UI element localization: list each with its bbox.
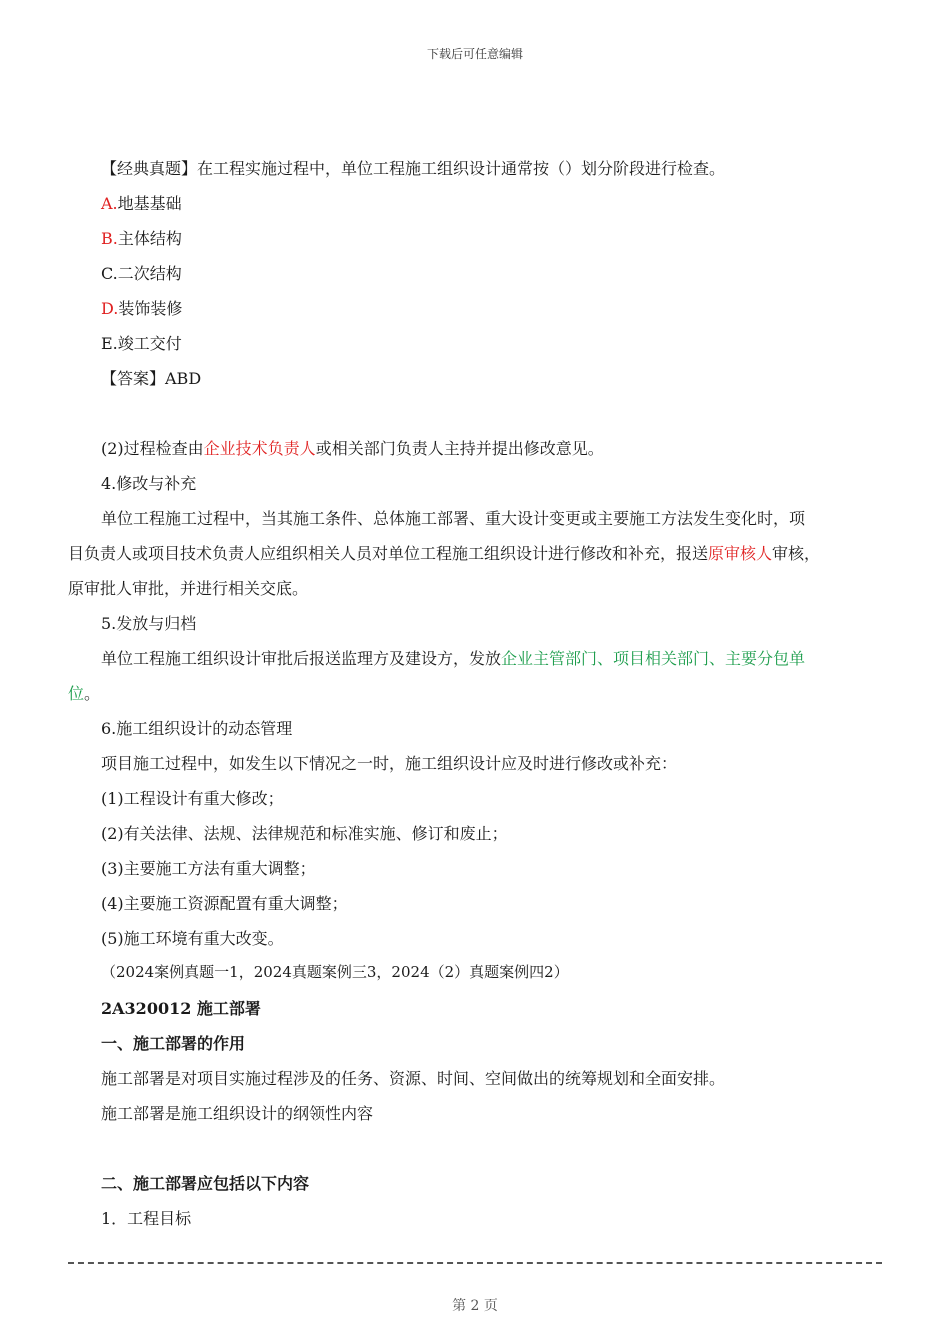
exam-reference: （2024案例真题一1，2024真题案例三3，2024（2）真题案例四2） <box>101 963 569 981</box>
list-item: (2)有关法律、法规、法律规范和标准实施、修订和废止； <box>101 824 508 843</box>
option-c <box>101 261 182 284</box>
modify-line-1: 单位工程施工过程中，当其施工条件、总体施工部署、重大设计变更或主要施工方法发生变化时，项 <box>101 509 806 528</box>
issue-line-2 <box>68 681 100 704</box>
heading-6: 6.施工组织设计的动态管理 <box>101 719 293 738</box>
option-a <box>101 191 182 214</box>
item-goal: 1．工程目标 <box>101 1209 192 1228</box>
option-b <box>101 226 182 249</box>
text-segment: 目负责人或项目技术负责人应组织相关人员对单位工程施工组织设计进行修改和补充，报送 <box>68 544 709 563</box>
option-text: 地基基础 <box>117 194 182 213</box>
highlight-green: 位 <box>68 684 85 703</box>
highlight-red: 原审核人 <box>708 544 773 563</box>
option-d <box>101 296 182 319</box>
option-text: 装饰装修 <box>118 299 183 318</box>
option-text: 二次结构 <box>117 264 182 283</box>
heading-role: 一、施工部署的作用 <box>101 1034 246 1053</box>
heading-contents: 二、施工部署应包括以下内容 <box>101 1174 310 1193</box>
highlight-green: 企业主管部门、项目相关部门、主要分包单 <box>501 649 806 668</box>
text-segment: 。 <box>84 684 101 703</box>
issue-line-1 <box>101 646 805 669</box>
dynamic-paragraph: 项目施工过程中，如发生以下情况之一时，施工组织设计应及时进行修改或补充： <box>101 754 678 773</box>
option-letter: E. <box>101 334 118 353</box>
option-letter: A. <box>101 194 118 213</box>
heading-5: 5.发放与归档 <box>101 614 197 633</box>
list-item: (5)施工环境有重大改变。 <box>101 929 284 948</box>
heading-4: 4.修改与补充 <box>101 474 197 493</box>
highlight-red: 企业技术负责人 <box>203 439 316 458</box>
section-code-title: 2A320012 施工部署 <box>101 999 261 1018</box>
modify-line-3: 原审批人审批，并进行相关交底。 <box>68 579 309 598</box>
option-e <box>101 331 182 354</box>
list-item: (1)工程设计有重大修改； <box>101 789 284 808</box>
option-letter: D. <box>101 299 119 318</box>
role-paragraph-2: 施工部署是施工组织设计的纲领性内容 <box>101 1104 374 1123</box>
page-header: 下载后可任意编辑 <box>426 47 523 61</box>
footer-divider <box>68 1262 882 1264</box>
modify-line-2 <box>68 541 820 564</box>
option-letter: C. <box>101 264 118 283</box>
text-segment: (2)过程检查由 <box>101 439 204 458</box>
process-check-paragraph <box>101 436 604 459</box>
answer: 【答案】ABD <box>101 369 202 388</box>
option-letter: B. <box>101 229 118 248</box>
text-segment: 或相关部门负责人主持并提出修改意见。 <box>315 439 604 458</box>
text-segment: 审核， <box>772 544 821 563</box>
role-paragraph-1: 施工部署是对项目实施过程涉及的任务、资源、时间、空间做出的统筹规划和全面安排。 <box>101 1069 726 1088</box>
option-text: 竣工交付 <box>117 334 182 353</box>
list-item: (4)主要施工资源配置有重大调整； <box>101 894 348 913</box>
text-segment: 单位工程施工组织设计审批后报送监理方及建设方，发放 <box>101 649 502 668</box>
page-number: 第 2 页 <box>452 1298 498 1314</box>
option-text: 主体结构 <box>117 229 182 248</box>
question-stem: 【经典真题】在工程实施过程中，单位工程施工组织设计通常按（）划分阶段进行检查。 <box>101 159 726 178</box>
list-item: (3)主要施工方法有重大调整； <box>101 859 316 878</box>
